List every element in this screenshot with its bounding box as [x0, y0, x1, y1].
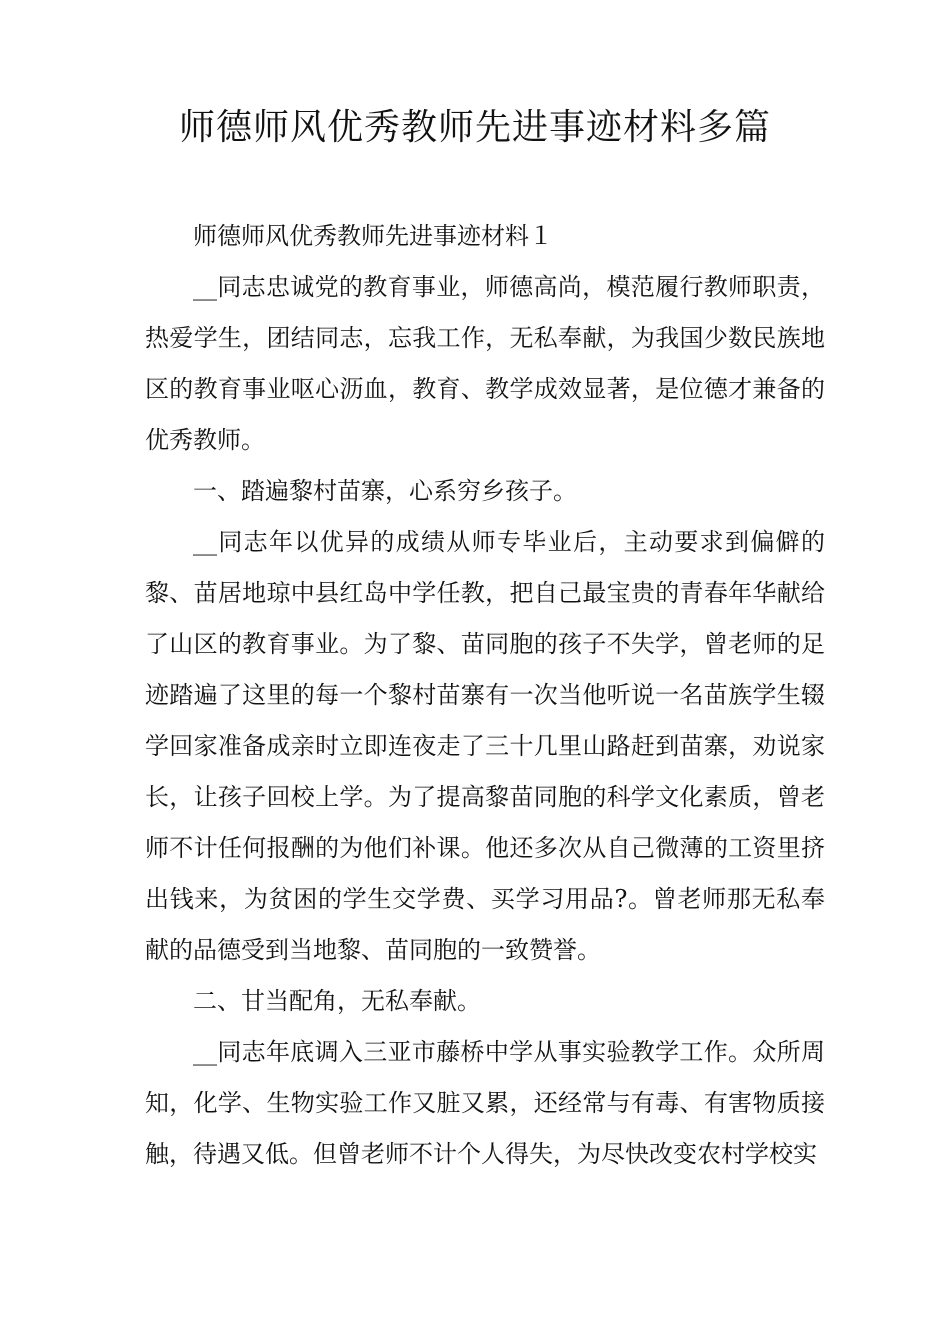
body-paragraph: __同志忠诚党的教育事业，师德高尚，模范履行教师职责，热爱学生，团结同志，忘我工作，无私奉献，为我国少数民族地区的教育事业呕心沥血，教育、教学成效显著，是位德才兼备的优秀教师。	[145, 273, 825, 454]
document-body	[145, 211, 825, 1180]
section-heading: 二、甘当配角，无私奉献。	[193, 987, 481, 1015]
section-heading: 一、踏遍黎村苗寨，心系穷乡孩子。	[193, 477, 577, 505]
document-title: 师德师风优秀教师先进事迹材料多篇	[178, 107, 771, 148]
body-paragraph: __同志年以优异的成绩从师专毕业后，主动要求到偏僻的黎、苗居地琼中县红岛中学任教，把自己最宝贵的青春年华献给了山区的教育事业。为了黎、苗同胞的孩子不失学，曾老师的足迹踏遍了这里的每一个黎村苗寨有一次当他听说一名苗族学生辍学回家准备成亲时立即连夜走了三十几里山路赶到苗寨，劝说家长，让孩子回校上学。为了提高黎苗同胞的科学文化素质，曾老师不计任何报酬的为他们补课。他还多次从自己微薄的工资里挤出钱来，为贫困的学生交学费、买学习用品?。曾老师那无私奉献的品德受到当地黎、苗同胞的一致赞誉。	[145, 528, 825, 964]
body-paragraph: __同志年底调入三亚市藤桥中学从事实验教学工作。众所周知，化学、生物实验工作又脏又累，还经常与有毒、有害物质接触，待遇又低。但曾老师不计个人得失，为尽快改变农村学校实	[145, 1038, 825, 1168]
section-subtitle: 师德师风优秀教师先进事迹材料１	[193, 222, 553, 250]
